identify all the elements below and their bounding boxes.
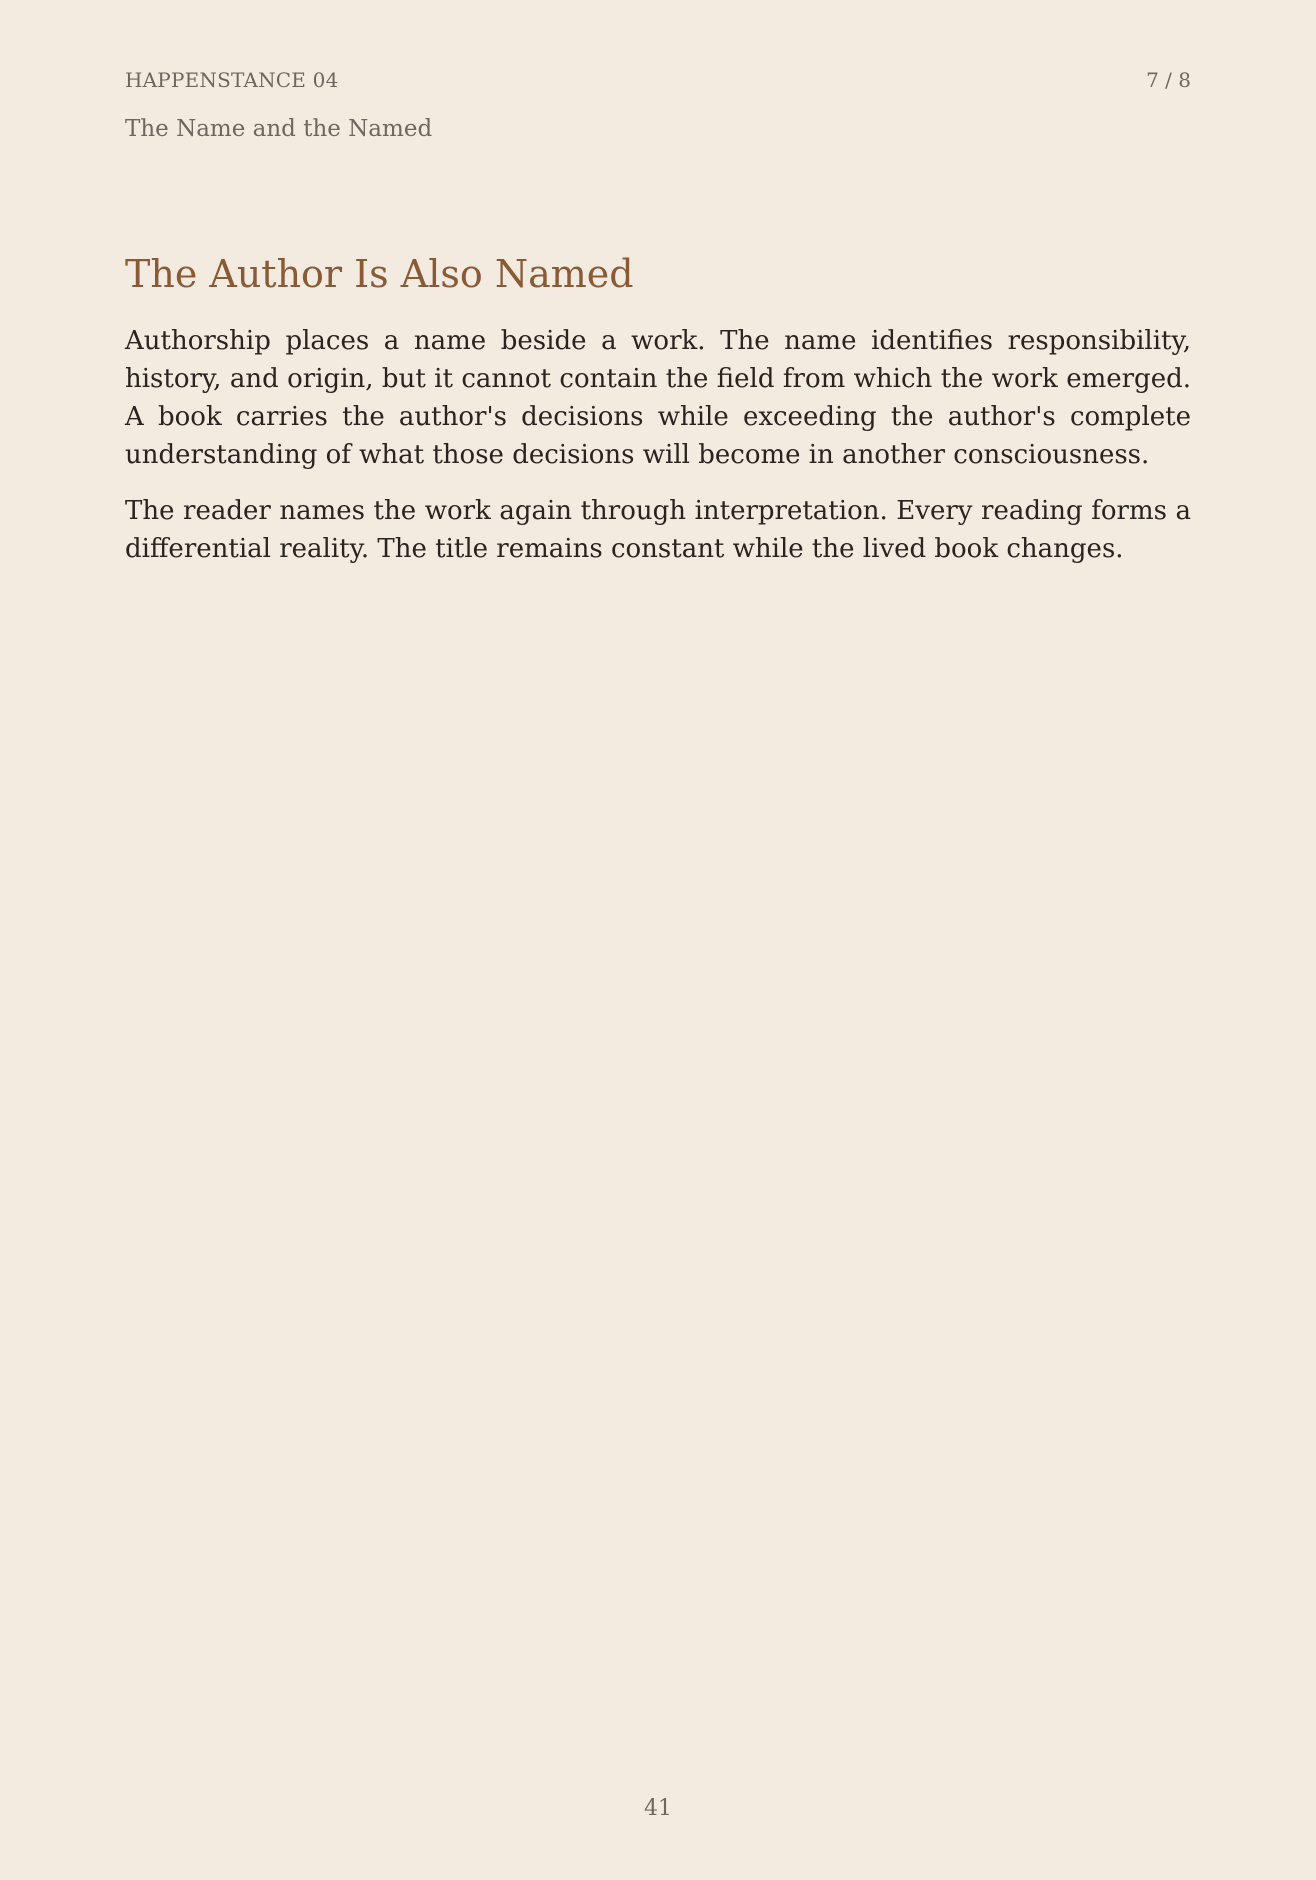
body-paragraph: Authorship places a name beside a work. The name identifies responsibility, history, and origin, but it cannot contain the field from which the work emerged. A book carries the author's decisions while exceeding the author's complete understanding of what those decisions will become in another consciousness. (125, 326, 1191, 470)
page-counter: 7 / 8 (1146, 68, 1191, 92)
section-heading: The Author Is Also Named (125, 252, 634, 296)
running-header (125, 68, 1191, 98)
page-number: 41 (644, 1796, 672, 1821)
body-paragraph: The reader names the work again through interpretation. Every reading forms a differential reality. The title remains constant while the lived book changes. (125, 496, 1191, 564)
main-content (125, 248, 1191, 586)
series-label: HAPPENSTANCE 04 (125, 68, 339, 92)
chapter-subtitle: The Name and the Named (125, 116, 433, 142)
